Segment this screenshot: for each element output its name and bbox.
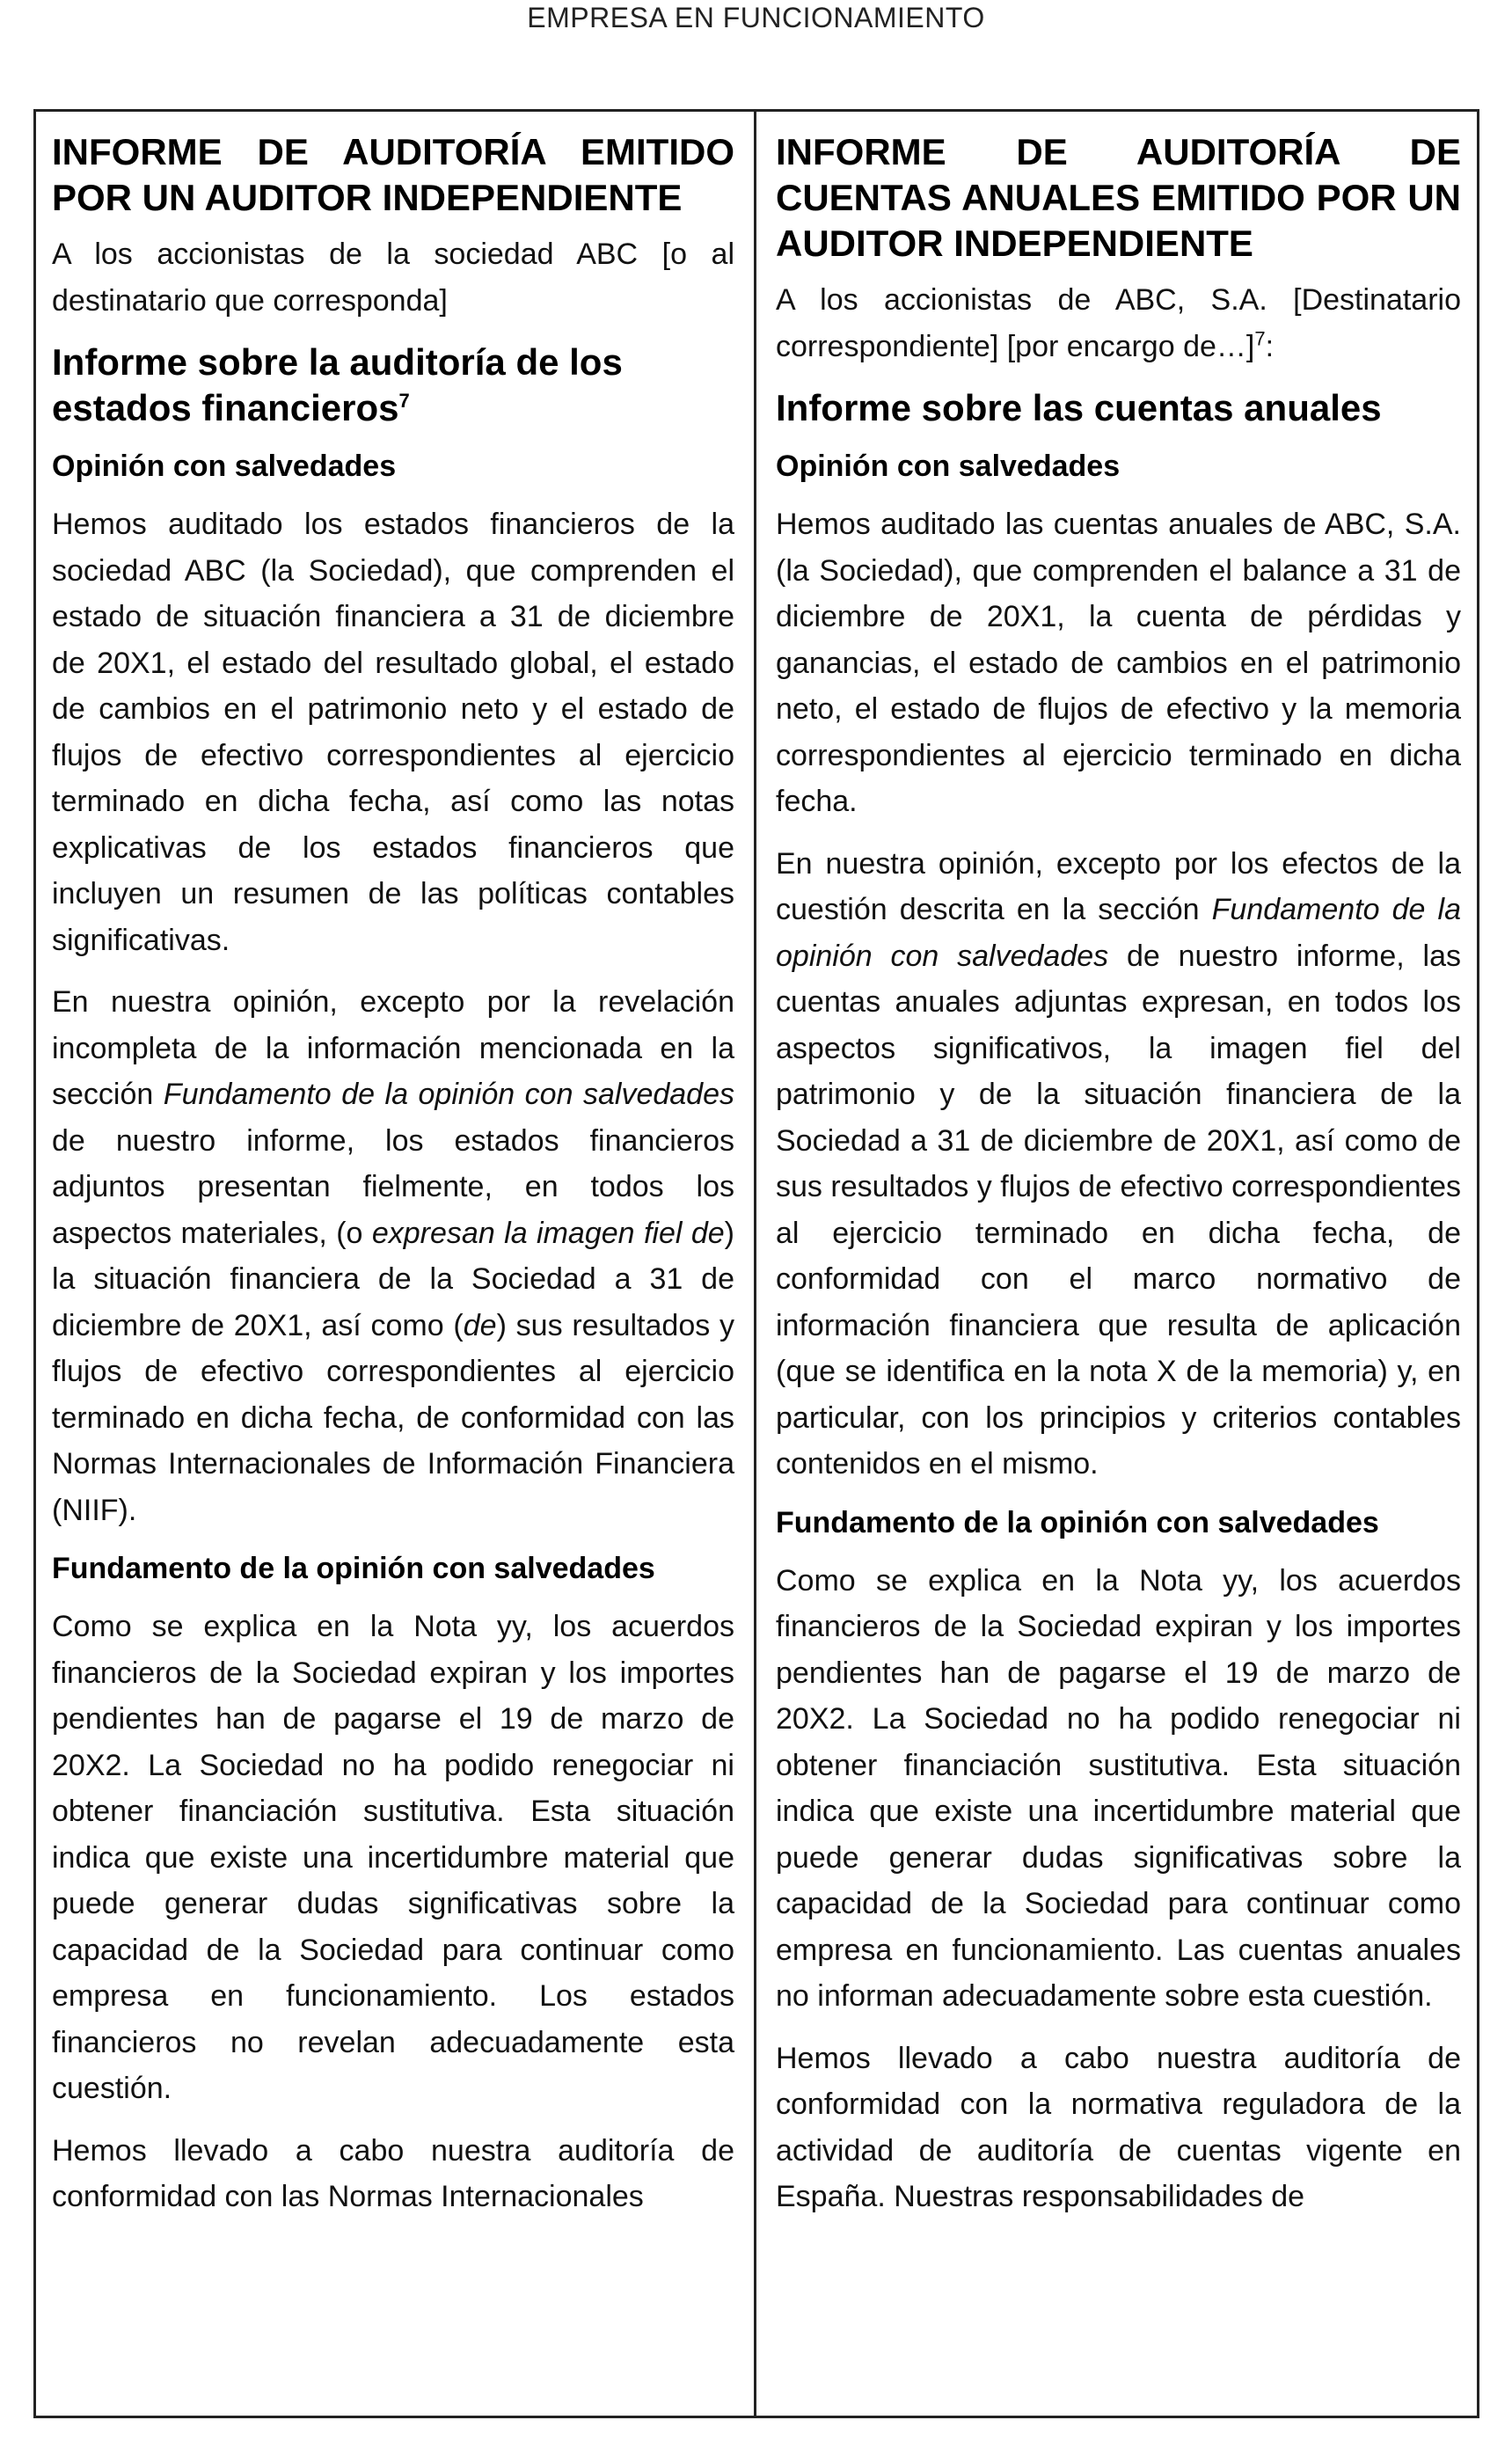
right-p2-italic-1: Fundamento de la opinión con salvedades: [776, 893, 1461, 973]
left-footnote-marker: 7: [398, 390, 410, 412]
right-report-title: INFORME DE AUDITORÍA DE CUENTAS ANUALES EMITIDO POR UN AUDITOR INDEPENDIENTE: [776, 131, 1461, 264]
right-section-title: Informe sobre las cuentas anuales: [776, 387, 1382, 428]
right-addressee-text: A los accionistas de ABC, S.A. [Destinatario correspondiente] [por encargo de…]: [776, 283, 1461, 363]
left-section-title-text: Informe sobre la auditoría de los estados financieros: [52, 341, 623, 428]
left-basis-heading: Fundamento de la opinión con salvedades: [52, 1552, 655, 1585]
left-paragraph-4: Hemos llevado a cabo nuestra auditoría de conformidad con las Normas Internacionales: [52, 2133, 734, 2213]
left-section-title: [52, 340, 734, 431]
left-opinion-heading: Opinión con salvedades: [52, 450, 397, 483]
right-paragraph-3: Como se explica en la Nota yy, los acuerdos financieros de la Sociedad expiran y los importes pendientes han de pagarse el 19 de marzo de 20X2. La Sociedad no ha podido renegociar ni obtener financiación sustitutiva. Esta situación indica que existe una incertidumbre material que puede generar dudas significativas sobre la capacidad de la Sociedad para continuar como empresa en funcionamiento. Las cuentas anuales no informan adecuadamente sobre esta cuestión.: [776, 1563, 1461, 2013]
left-p2-text-2: de nuestro informe, los estados financieros adjuntos presentan fielmente, en todos los aspectos materiales, (o: [52, 1123, 734, 1250]
left-p2-italic-3: de: [463, 1308, 497, 1342]
right-paragraph-4: Hemos llevado a cabo nuestra auditoría de conformidad con la normativa reguladora de la actividad de auditoría de cuentas vigente en España. Nuestras responsabilidades de: [776, 2041, 1461, 2213]
left-p2-text-4: ) sus resultados y flujos de efectivo correspondientes al ejercicio terminado en dicha fecha, de conformidad con las Normas Internacionales de Información Financiera (NIIF).: [52, 1308, 734, 1527]
right-p2-text-1: En nuestra opinión, excepto por los efectos de la cuestión descrita en la sección: [776, 846, 1461, 926]
page-header: EMPRESA EN FUNCIONAMIENTO: [527, 2, 985, 33]
right-footnote-marker: 7: [1254, 327, 1266, 350]
right-addressee: [776, 277, 1461, 369]
right-paragraph-1: Hemos auditado las cuentas anuales de ABC, S.A. (la Sociedad), que comprenden el balance a 31 de diciembre de 20X1, la cuenta de pérdidas y ganancias, el estado de cambios en el patrimonio neto, el estado de flujos de efectivo y la memoria correspondientes al ejercicio terminado en dicha fecha.: [776, 508, 1461, 818]
left-p2-text-1: En nuestra opinión, excepto por la revelación incompleta de la información mencionada en la sección: [52, 985, 734, 1111]
right-addressee-end: :: [1265, 329, 1275, 363]
right-column-spain-report: [756, 112, 1477, 2416]
right-p2-text-2: de nuestro informe, las cuentas anuales adjuntas expresan, en todos los aspectos significativos, la imagen fiel del patrimonio y de la situación financiera de la Sociedad a 31 de diciembre de 20X1, así como de sus resultados y flujos de efectivo correspondientes al ejercicio terminado en dicha fecha, de conformidad con el marco normativo de información financiera que resulta de aplicación (que se identifica en la nota X de la memoria) y, en particular, con los principios y criterios contables contenidos en el mismo.: [776, 939, 1461, 1481]
left-paragraph-2: [52, 979, 734, 1533]
left-p2-italic-1: Fundamento de la opinión con salvedades: [163, 1078, 734, 1111]
right-basis-heading: Fundamento de la opinión con salvedades: [776, 1505, 1379, 1539]
left-paragraph-1: Hemos auditado los estados financieros de la sociedad ABC (la Sociedad), que comprenden el estado de situación financiera a 31 de diciembre de 20X1, el estado del resultado global, el estado de cambios en el patrimonio neto y el estado de flujos de efectivo correspondientes al ejercicio terminado en dicha fecha, así como las notas explicativas de los estados financieros que incluyen un resumen de las políticas contables significativas.: [52, 508, 734, 957]
left-p2-italic-2: expresan la imagen fiel de: [371, 1216, 725, 1250]
left-p2-text-3: ) la situación financiera de la Sociedad a 31 de diciembre de 20X1, así como (: [52, 1216, 734, 1342]
comparison-table: [33, 109, 1479, 2418]
right-paragraph-2: [776, 841, 1461, 1488]
left-paragraph-3: Como se explica en la Nota yy, los acuerdos financieros de la Sociedad expiran y los importes pendientes han de pagarse el 19 de marzo de 20X2. La Sociedad no ha podido renegociar ni obtener financiación sustitutiva. Esta situación indica que existe una incertidumbre material que puede generar dudas significativas sobre la capacidad de la Sociedad para continuar como empresa en funcionamiento. Los estados financieros no revelan adecuadamente esta cuestión.: [52, 1610, 734, 2105]
left-report-title: INFORME DE AUDITORÍA EMITIDO POR UN AUDITOR INDEPENDIENTE: [52, 131, 734, 218]
left-column-niif-report: [36, 112, 756, 2416]
left-addressee: A los accionistas de la sociedad ABC [o al destinatario que corresponda]: [52, 238, 734, 318]
right-opinion-heading: Opinión con salvedades: [776, 450, 1121, 483]
